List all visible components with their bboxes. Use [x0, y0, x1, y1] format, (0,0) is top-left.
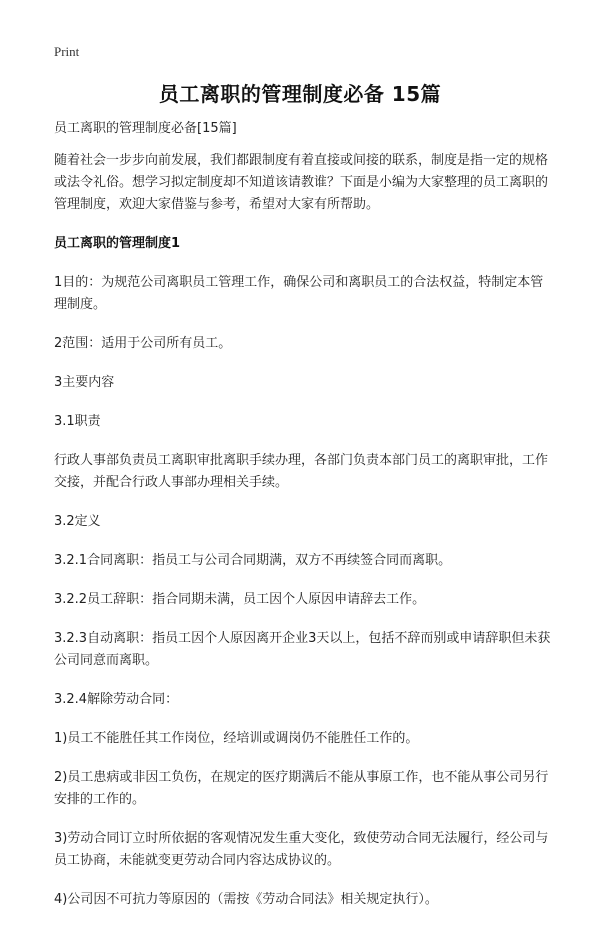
document-body [54, 118, 554, 928]
paragraph-duties: 行政人事部负责员工离职审批离职手续办理，各部门负责本部门员工的离职审批，工作交接，并配合行政人事部办理相关手续。 [54, 453, 549, 490]
paragraph-duties-heading: 3.1职责 [54, 414, 101, 429]
print-link[interactable]: Print [54, 44, 80, 59]
paragraph-termination-3: 3)劳动合同订立时所依据的客观情况发生重大变化，致使劳动合同无法履行，经公司与员工协商，未能就变更劳动合同内容达成协议的。 [54, 831, 549, 868]
paragraph-definitions-heading: 3.2定义 [54, 514, 101, 529]
paragraph-contract-expiry: 3.2.1合同离职：指员工与公司合同期满，双方不再续签合同而离职。 [54, 553, 452, 568]
document-title: 员工离职的管理制度必备 15篇 [158, 82, 442, 106]
intro-paragraph: 随着社会一步步向前发展，我们都跟制度有着直接或间接的联系，制度是指一定的规格或法令礼俗。想学习拟定制度却不知道该请教谁？下面是小编为大家整理的员工离职的管理制度，欢迎大家借鉴与参考，希望对大家有所帮助。 [54, 153, 549, 212]
paragraph-termination-1: 1)员工不能胜任其工作岗位，经培训或调岗仍不能胜任工作的。 [54, 731, 419, 746]
section-heading: 员工离职的管理制度1 [54, 236, 181, 251]
paragraph-termination-heading: 3.2.4解除劳动合同： [54, 692, 179, 707]
paragraph-termination-2: 2)员工患病或非因工负伤，在规定的医疗期满后不能从事原工作，也不能从事公司另行安排的工作的。 [54, 770, 549, 807]
paragraph-purpose: 1目的：为规范公司离职员工管理工作，确保公司和离职员工的合法权益，特制定本管理制度。 [54, 275, 544, 312]
paragraph-main-content: 3主要内容 [54, 375, 115, 390]
document-subtitle: 员工离职的管理制度必备[15篇] [54, 121, 237, 136]
paragraph-self-departure: 3.2.3自动离职：指员工因个人原因离开企业3天以上，包括不辞而别或申请辞职但未获公司同意而离职。 [54, 631, 551, 668]
paragraph-resignation: 3.2.2员工辞职：指合同期未满，员工因个人原因申请辞去工作。 [54, 592, 426, 607]
paragraph-scope: 2范围：适用于公司所有员工。 [54, 336, 232, 351]
paragraph-termination-4: 4)公司因不可抗力等原因的（需按《劳动合同法》相关规定执行）。 [54, 892, 438, 907]
